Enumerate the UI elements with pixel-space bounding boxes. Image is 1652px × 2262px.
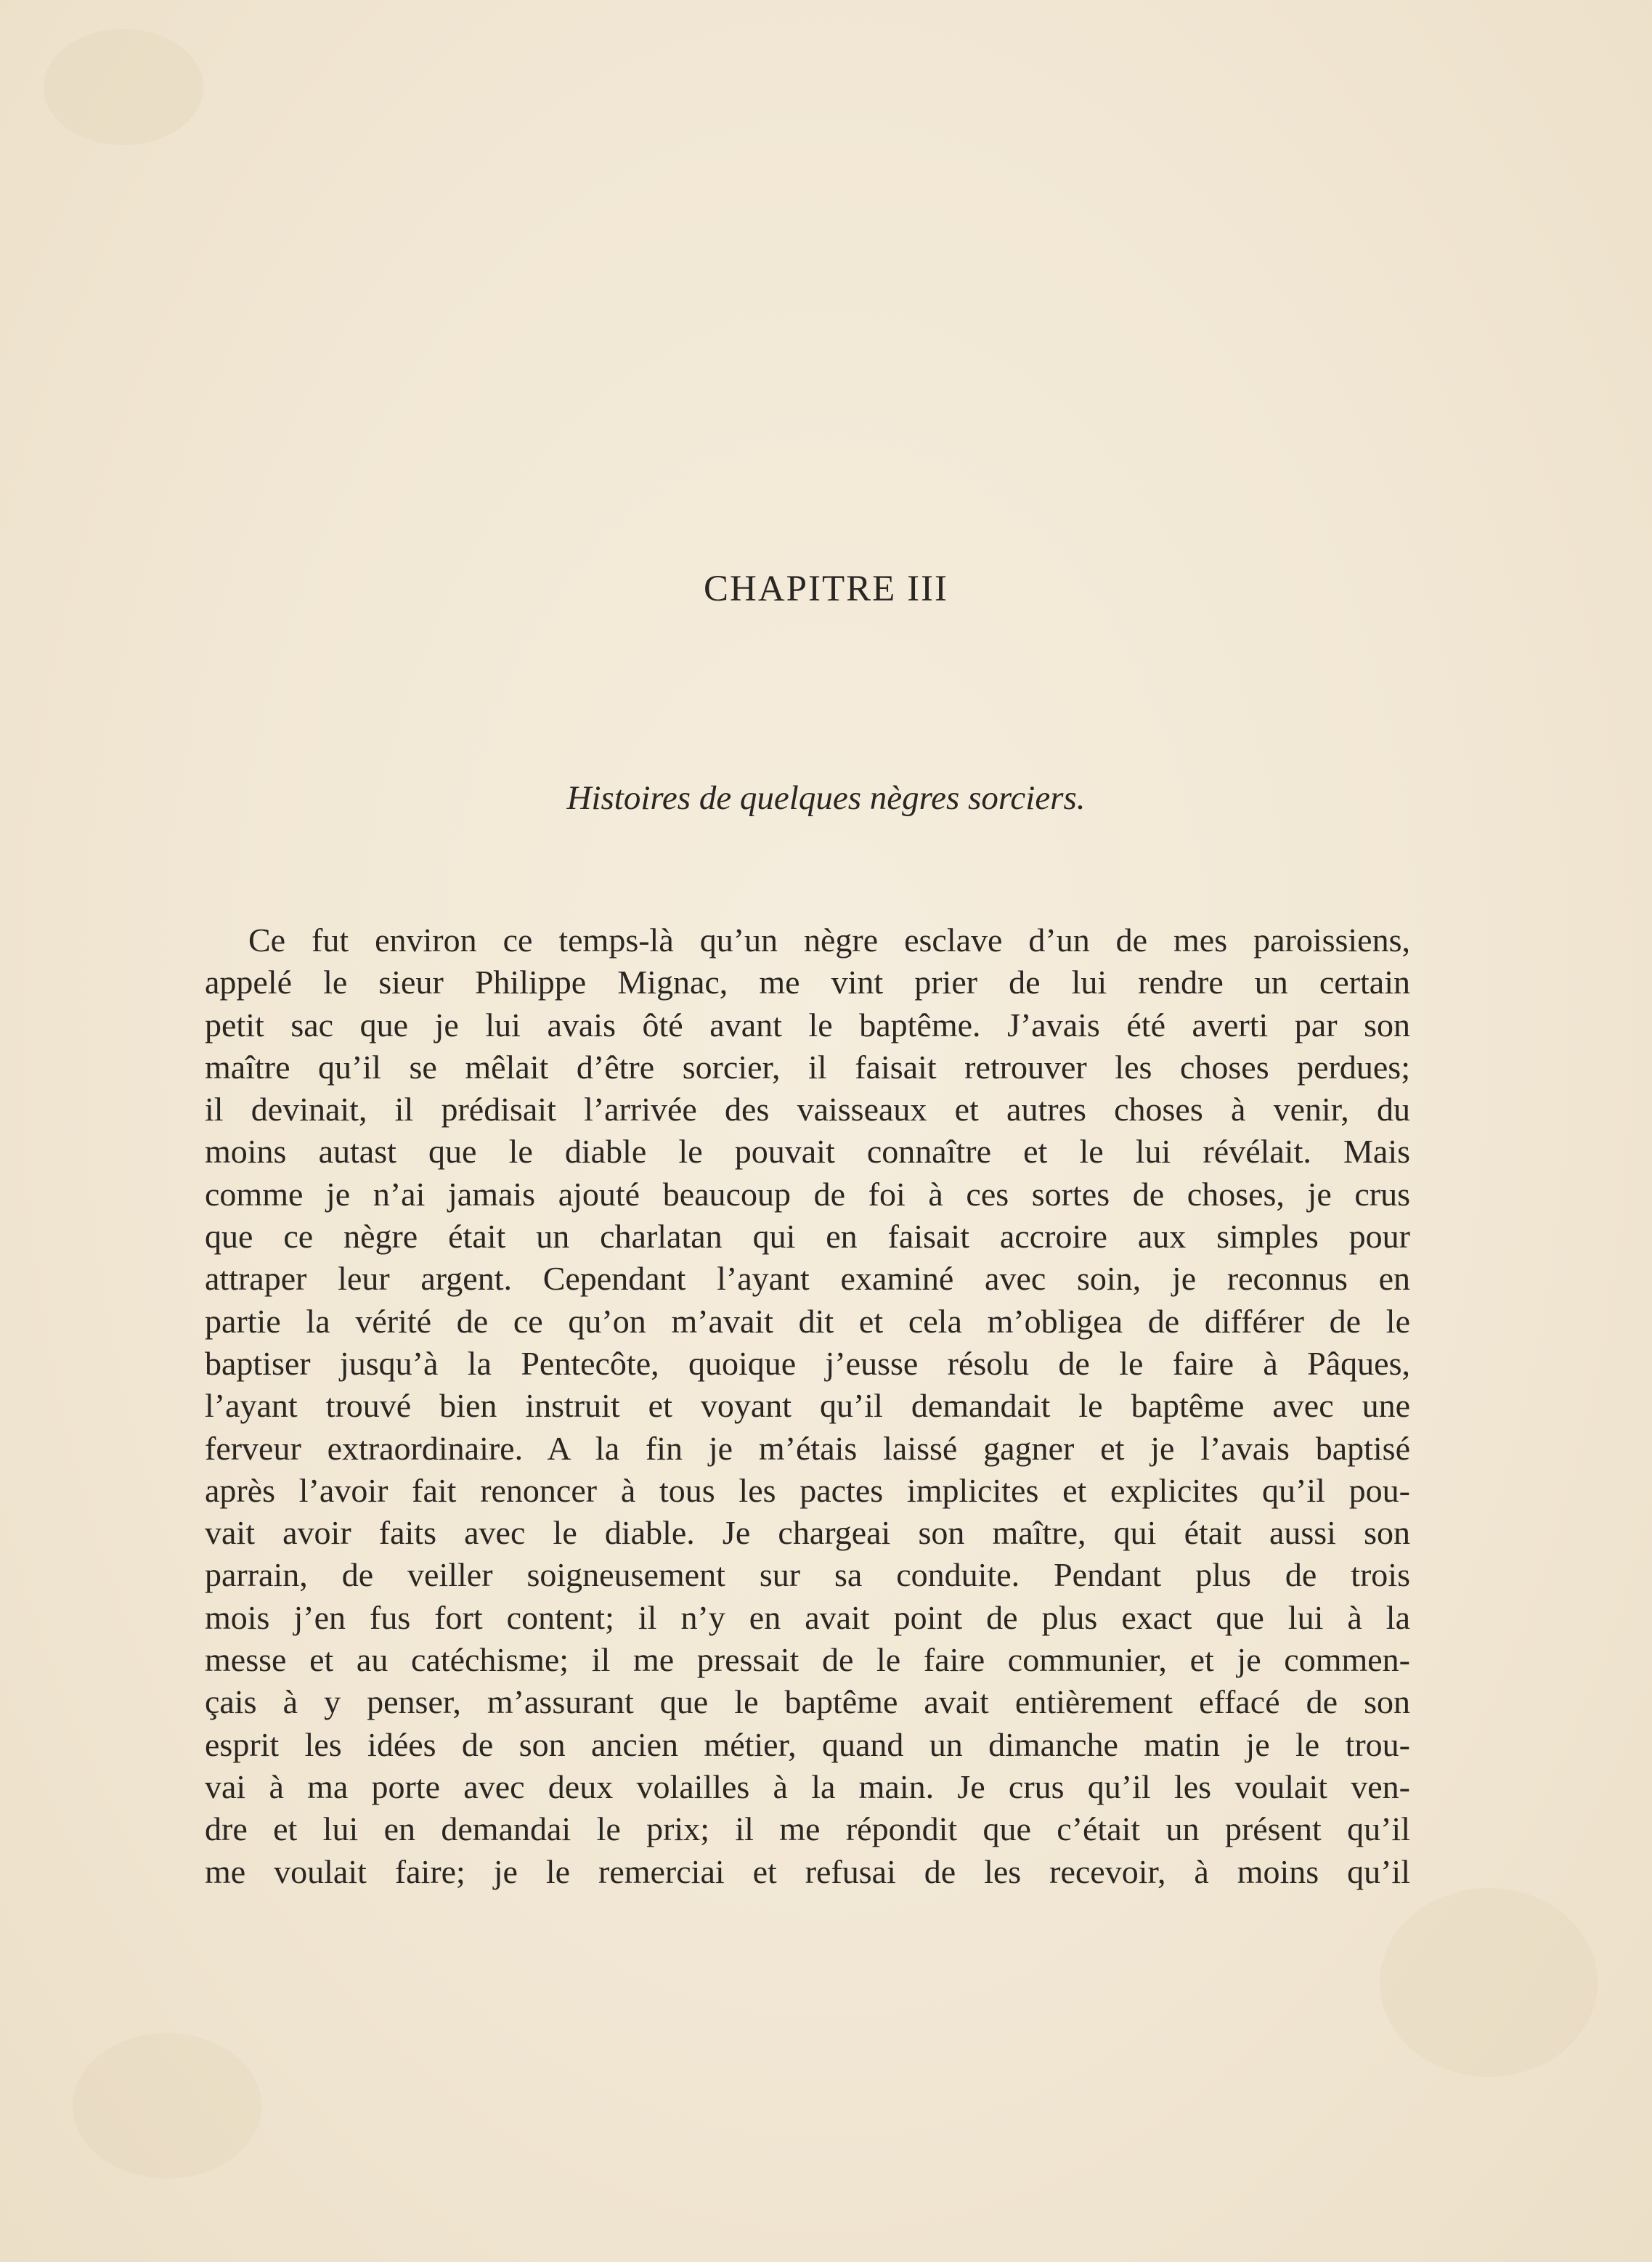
paper-stain xyxy=(73,2033,261,2178)
text-line: dre et lui en demandai le prix; il me répondit que c’était un présent qu’il xyxy=(205,1810,1410,1848)
text-line: Ce fut environ ce temps-là qu’un nègre esclave d’un de mes paroissiens, xyxy=(248,922,1410,959)
paper-stain xyxy=(1380,1888,1598,2077)
text-line: vait avoir faits avec le diable. Je chargeai son maître, qui était aussi son xyxy=(205,1514,1410,1552)
chapter-subtitle: Histoires de quelques nègres sorciers. xyxy=(566,779,1086,817)
text-line: mois j’en fus fort content; il n’y en avait point de plus exact que lui à la xyxy=(205,1598,1410,1636)
text-line: appelé le sieur Philippe Mignac, me vint prier de lui rendre un certain xyxy=(205,964,1410,1001)
text-line: que ce nègre était un charlatan qui en faisait accroire aux simples pour xyxy=(205,1218,1410,1256)
text-line: vai à ma porte avec deux volailles à la main. Je crus qu’il les voulait ven- xyxy=(205,1767,1410,1805)
text-line: esprit les idées de son ancien métier, quand un dimanche matin je le trou- xyxy=(205,1725,1410,1763)
text-line: moins autast que le diable le pouvait connaître et le lui révélait. Mais xyxy=(205,1133,1410,1171)
text-line: il devinait, il prédisait l’arrivée des vaisseaux et autres choses à venir, du xyxy=(205,1091,1410,1128)
chapter-title: CHAPITRE III xyxy=(703,569,949,609)
text-line: après l’avoir fait renoncer à tous les pactes implicites et explicites qu’il pou- xyxy=(205,1471,1410,1509)
text-line: me voulait faire; je le remerciai et refusai de les recevoir, à moins qu’il xyxy=(205,1852,1410,1890)
paper-stain xyxy=(44,29,203,145)
text-line: comme je n’ai jamais ajouté beaucoup de foi à ces sortes de choses, je crus xyxy=(205,1175,1410,1213)
text-line: parrain, de veiller soigneusement sur sa conduite. Pendant plus de trois xyxy=(205,1556,1410,1594)
text-line: ferveur extraordinaire. A la fin je m’étais laissé gagner et je l’avais baptisé xyxy=(205,1429,1410,1467)
text-line: messe et au catéchisme; il me pressait de le faire communier, et je commen- xyxy=(205,1641,1410,1679)
body-paragraph xyxy=(205,919,1410,1893)
text-line: baptiser jusqu’à la Pentecôte, quoique j’eusse résolu de le faire à Pâques, xyxy=(205,1344,1410,1382)
text-line: partie la vérité de ce qu’on m’avait dit et cela m’obligea de différer de le xyxy=(205,1302,1410,1340)
text-line: çais à y penser, m’assurant que le baptême avait entièrement effacé de son xyxy=(205,1683,1410,1721)
text-line: l’ayant trouvé bien instruit et voyant qu’il demandait le baptême avec une xyxy=(205,1387,1410,1425)
text-line: attraper leur argent. Cependant l’ayant examiné avec soin, je reconnus en xyxy=(205,1260,1410,1298)
text-line: maître qu’il se mêlait d’être sorcier, il faisait retrouver les choses perdues; xyxy=(205,1048,1410,1086)
text-line: petit sac que je lui avais ôté avant le baptême. J’avais été averti par son xyxy=(205,1006,1410,1043)
